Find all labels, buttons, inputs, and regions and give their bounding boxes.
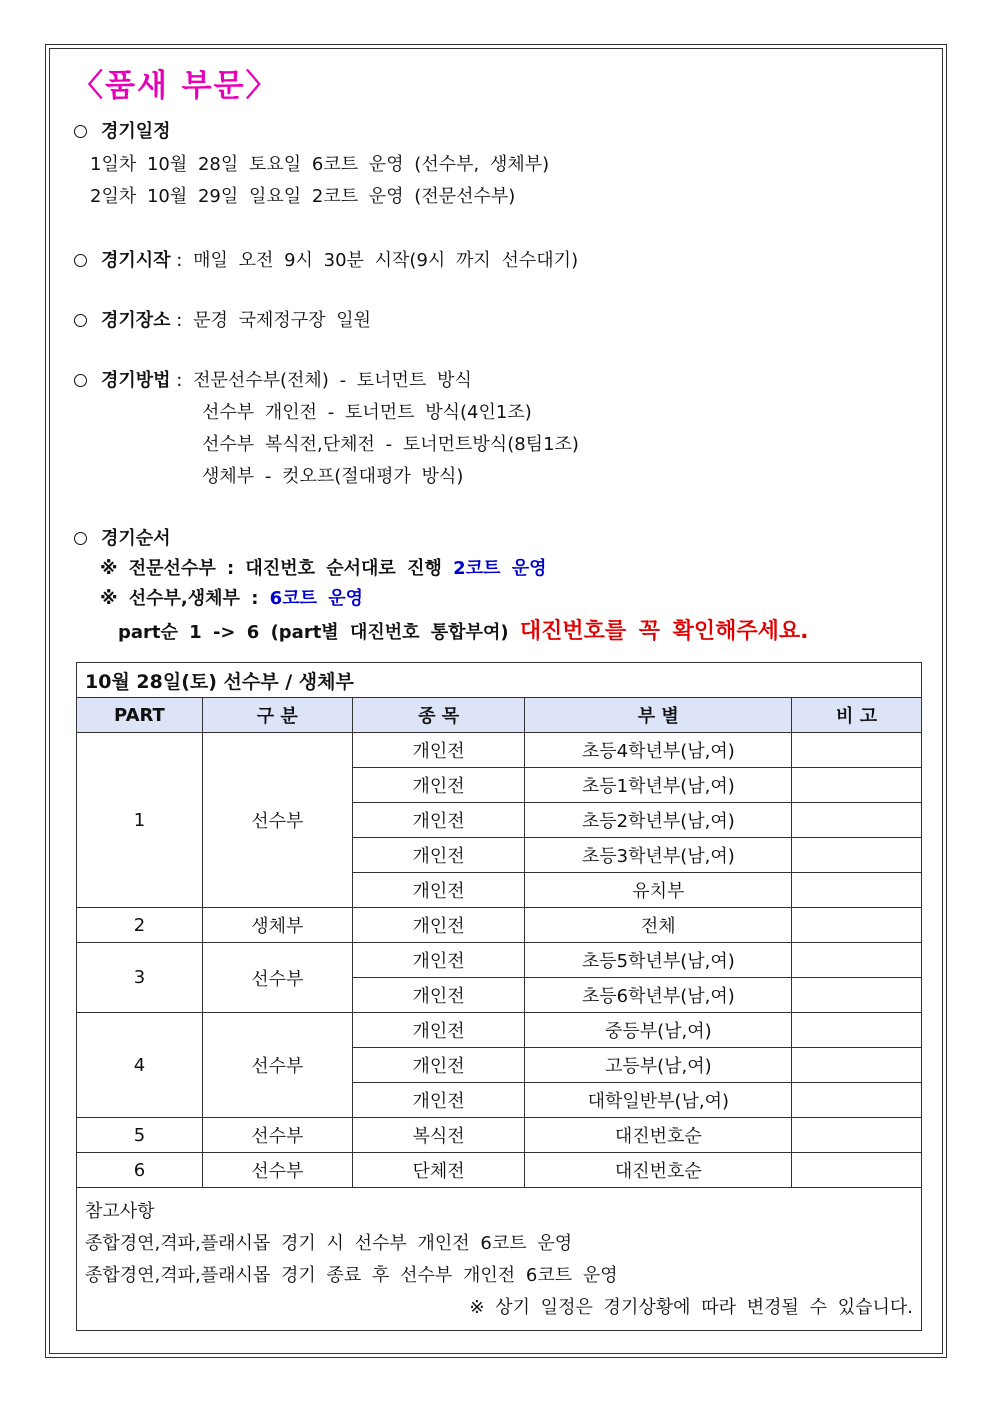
table-notes-row bbox=[77, 1188, 922, 1331]
cell-division: 초등2학년부(남,여) bbox=[525, 803, 792, 838]
cell-event: 개인전 bbox=[352, 908, 525, 943]
order-heading: 경기순서 bbox=[101, 528, 171, 549]
table-caption: 10월 28일(토) 선수부 / 생체부 bbox=[77, 663, 922, 698]
cell-part: 1 bbox=[77, 733, 203, 908]
circle-bullet-icon bbox=[74, 254, 87, 267]
schedule-day1: 1일차 10월 28일 토요일 6코트 운영 (선수부, 생체부) bbox=[90, 154, 550, 175]
order-note2-text: ※ 선수부,생체부 : bbox=[100, 588, 270, 609]
method-line4: 생체부 - 컷오프(절대평가 방식) bbox=[202, 466, 464, 487]
section-title: 〈품새 부문〉 bbox=[72, 68, 279, 104]
header-event: 종 목 bbox=[352, 698, 525, 733]
cell-part: 4 bbox=[77, 1013, 203, 1118]
order-note2-highlight: 6코트 운영 bbox=[269, 588, 364, 609]
cell-part: 3 bbox=[77, 943, 203, 1013]
circle-bullet-icon bbox=[74, 374, 87, 387]
notes-line2: 종합경연,격파,플래시몹 경기 종료 후 선수부 개인전 6코트 운영 bbox=[85, 1265, 618, 1286]
cell-note bbox=[792, 978, 922, 1013]
cell-event: 개인전 bbox=[352, 943, 525, 978]
cell-event: 개인전 bbox=[352, 1083, 525, 1118]
header-note: 비 고 bbox=[792, 698, 922, 733]
notes-line1: 종합경연,격파,플래시몹 경기 시 선수부 개인전 6코트 운영 bbox=[85, 1233, 573, 1254]
order-part-text: part순 1 -> 6 (part별 대진번호 통합부여) bbox=[118, 622, 520, 643]
method-line3: 선수부 복식전,단체전 - 토너먼트방식(8팀1조) bbox=[202, 434, 579, 455]
circle-bullet-icon bbox=[74, 314, 87, 327]
venue-heading: 경기장소 bbox=[101, 310, 171, 331]
cell-event: 개인전 bbox=[352, 1048, 525, 1083]
cell-note bbox=[792, 873, 922, 908]
method-row bbox=[74, 369, 472, 393]
cell-event: 개인전 bbox=[352, 803, 525, 838]
schedule-table bbox=[76, 662, 922, 1331]
table-row bbox=[77, 908, 922, 943]
cell-note bbox=[792, 1048, 922, 1083]
cell-note bbox=[792, 1083, 922, 1118]
venue-text: : 문경 국제정구장 일원 bbox=[176, 310, 372, 331]
cell-note bbox=[792, 1153, 922, 1188]
cell-division: 전체 bbox=[525, 908, 792, 943]
cell-note bbox=[792, 803, 922, 838]
table-row bbox=[77, 1013, 922, 1048]
cell-group: 선수부 bbox=[202, 1118, 352, 1153]
cell-note bbox=[792, 733, 922, 768]
cell-note bbox=[792, 838, 922, 873]
cell-division: 대진번호순 bbox=[525, 1118, 792, 1153]
cell-event: 개인전 bbox=[352, 1013, 525, 1048]
cell-group: 생체부 bbox=[202, 908, 352, 943]
order-note1 bbox=[100, 557, 546, 581]
cell-event: 개인전 bbox=[352, 838, 525, 873]
circle-bullet-icon bbox=[74, 532, 87, 545]
order-note2 bbox=[100, 587, 363, 611]
cell-group: 선수부 bbox=[202, 1013, 352, 1118]
cell-part: 6 bbox=[77, 1153, 203, 1188]
cell-event: 개인전 bbox=[352, 873, 525, 908]
cell-division: 고등부(남,여) bbox=[525, 1048, 792, 1083]
cell-part: 2 bbox=[77, 908, 203, 943]
cell-note bbox=[792, 943, 922, 978]
notes-title: 참고사항 bbox=[85, 1201, 155, 1222]
order-note1-highlight: 2코트 운영 bbox=[453, 558, 547, 579]
table-header-row bbox=[77, 698, 922, 733]
schedule-heading: 경기일정 bbox=[101, 121, 171, 142]
cell-event: 복식전 bbox=[352, 1118, 525, 1153]
cell-division: 중등부(남,여) bbox=[525, 1013, 792, 1048]
circle-bullet-icon bbox=[74, 125, 87, 138]
schedule-heading-row bbox=[74, 120, 171, 144]
cell-division: 대학일반부(남,여) bbox=[525, 1083, 792, 1118]
method-heading: 경기방법 bbox=[101, 370, 171, 391]
cell-event: 개인전 bbox=[352, 768, 525, 803]
order-part-line bbox=[118, 620, 809, 645]
cell-division: 초등6학년부(남,여) bbox=[525, 978, 792, 1013]
notes-disclaimer: ※ 상기 일정은 경기상황에 따라 변경될 수 있습니다. bbox=[469, 1297, 913, 1318]
start-heading: 경기시작 bbox=[101, 250, 171, 271]
cell-part: 5 bbox=[77, 1118, 203, 1153]
header-division: 부 별 bbox=[525, 698, 792, 733]
cell-group: 선수부 bbox=[202, 733, 352, 908]
table-caption-row bbox=[77, 663, 922, 698]
header-part: PART bbox=[77, 698, 203, 733]
venue-row bbox=[74, 309, 371, 333]
cell-division: 초등3학년부(남,여) bbox=[525, 838, 792, 873]
cell-group: 선수부 bbox=[202, 943, 352, 1013]
cell-event: 개인전 bbox=[352, 733, 525, 768]
cell-note bbox=[792, 908, 922, 943]
cell-division: 초등5학년부(남,여) bbox=[525, 943, 792, 978]
table-row bbox=[77, 1118, 922, 1153]
cell-division: 대진번호순 bbox=[525, 1153, 792, 1188]
order-note1-text: ※ 전문선수부 : 대진번호 순서대로 진행 bbox=[100, 558, 454, 579]
cell-note bbox=[792, 768, 922, 803]
cell-note bbox=[792, 1118, 922, 1153]
notes-cell bbox=[77, 1188, 922, 1331]
cell-division: 초등4학년부(남,여) bbox=[525, 733, 792, 768]
header-group: 구 분 bbox=[202, 698, 352, 733]
schedule-day2: 2일차 10월 29일 일요일 2코트 운영 (전문선수부) bbox=[90, 186, 516, 207]
cell-note bbox=[792, 1013, 922, 1048]
start-text: : 매일 오전 9시 30분 시작(9시 까지 선수대기) bbox=[176, 250, 579, 271]
table-row bbox=[77, 943, 922, 978]
start-row bbox=[74, 249, 578, 273]
order-heading-row bbox=[74, 527, 171, 551]
table-row bbox=[77, 1153, 922, 1188]
table-row bbox=[77, 733, 922, 768]
order-part-warning: 대진번호를 꼭 확인해주세요. bbox=[519, 619, 809, 644]
cell-division: 유치부 bbox=[525, 873, 792, 908]
cell-division: 초등1학년부(남,여) bbox=[525, 768, 792, 803]
cell-event: 단체전 bbox=[352, 1153, 525, 1188]
cell-group: 선수부 bbox=[202, 1153, 352, 1188]
method-line2: 선수부 개인전 - 토너먼트 방식(4인1조) bbox=[202, 402, 532, 423]
method-line1: : 전문선수부(전체) - 토너먼트 방식 bbox=[176, 370, 472, 391]
cell-event: 개인전 bbox=[352, 978, 525, 1013]
